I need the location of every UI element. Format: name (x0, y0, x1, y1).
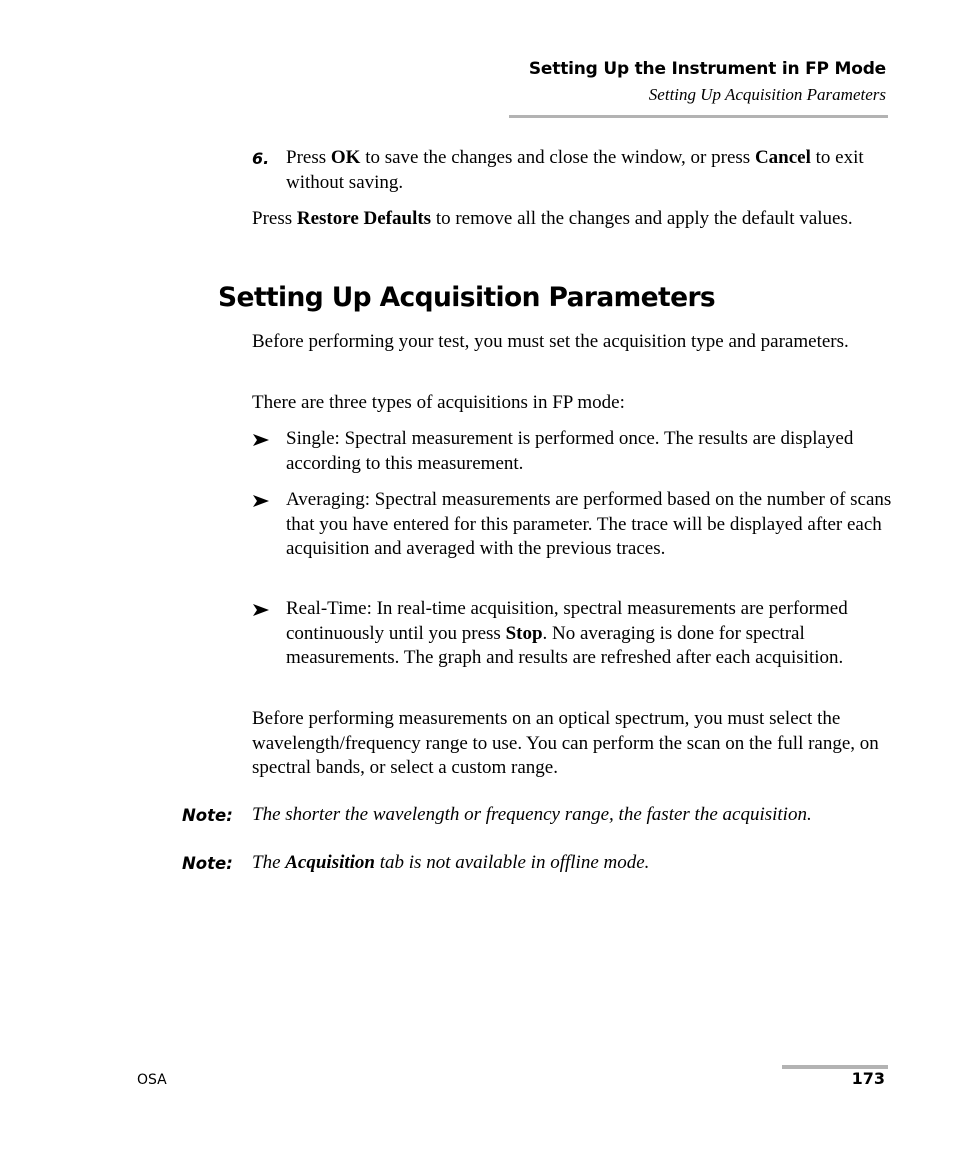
section-running-title: Setting Up Acquisition Parameters (648, 85, 886, 104)
text-run: to remove all the changes and apply the default values. (431, 208, 853, 229)
bullet-averaging (252, 488, 892, 562)
step-6 (252, 146, 892, 195)
text-run: tab is not available in offline mode. (375, 852, 650, 873)
arrowhead-bullet-icon (252, 493, 270, 509)
bullet-text: Single: Spectral measurement is performed once. The results are displayed according to this measurement. (286, 428, 854, 474)
note-text (252, 851, 892, 876)
note-text: The shorter the wavelength or frequency range, the faster the acquisition. (252, 804, 812, 825)
note-label: Note: (182, 854, 233, 873)
step-text (286, 146, 892, 195)
bullet-single (252, 427, 892, 476)
intro-paragraph: Before performing your test, you must set the acquisition type and parameters. (252, 331, 849, 352)
text-run: to save the changes and close the window, or press (360, 147, 755, 168)
text-run: . No averaging is done for spectral measurements. The graph and results are refreshed after each acquisition. (286, 622, 844, 669)
note-label: Note: (182, 806, 233, 825)
running-header (529, 57, 886, 106)
text-run: The (252, 852, 286, 873)
text-run: Real-Time: In real-time acquisition, spectral measurements are performed continuously until you press (286, 598, 848, 644)
chapter-title: Setting Up the Instrument in FP Mode (528, 59, 886, 79)
text-run: to exit without saving. (286, 147, 864, 193)
bullet-text (286, 597, 892, 671)
stop-keyword: Stop (505, 622, 543, 644)
page-number: 173 (851, 1069, 885, 1088)
restore-defaults-paragraph (252, 207, 892, 232)
step-number: 6. (252, 149, 270, 168)
acquisition-keyword: Acquisition (285, 852, 375, 873)
note-offline-mode (182, 851, 892, 876)
bullet-real-time (252, 597, 892, 671)
section-heading: Setting Up Acquisition Parameters (218, 282, 716, 313)
arrowhead-bullet-icon (252, 432, 270, 448)
text-run: Press (286, 147, 331, 168)
types-lead-paragraph: There are three types of acquisitions in FP mode: (252, 392, 625, 413)
cancel-keyword: Cancel (754, 147, 811, 168)
bullet-text: Averaging: Spectral measurements are performed based on the number of scans that you have entered for this parameter. The trace will be displayed after each acquisition and averaged with the previous traces. (286, 489, 892, 560)
header-rule (509, 115, 888, 118)
note-range-speed (182, 803, 892, 828)
ok-keyword: OK (330, 147, 361, 168)
arrowhead-bullet-icon (252, 602, 270, 618)
restore-defaults-keyword: Restore Defaults (296, 208, 432, 229)
range-paragraph: Before performing measurements on an optical spectrum, you must select the wavelength/frequency range to use. You can perform the scan on the full range, on spectral bands, or select a custom range. (252, 708, 879, 779)
footer-product-name: OSA (137, 1072, 167, 1088)
text-run: Press (252, 208, 297, 229)
